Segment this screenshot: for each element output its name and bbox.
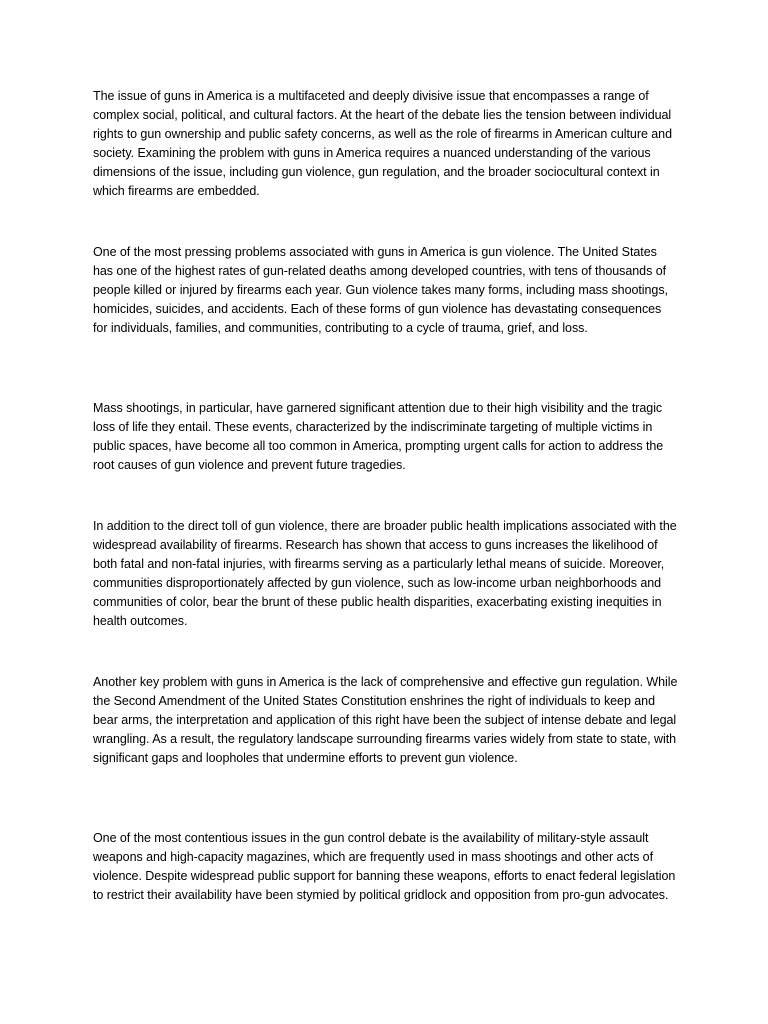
paragraph-mass-shootings: Mass shootings, in particular, have garnered significant attention due to their high visibility and the tragic loss of life they entail. These events, characterized by the indiscriminate targeting of multiple victims in public spaces, have become all too common in America, prompting urgent calls for action to address the root causes of gun violence and prevent future tragedies. [93, 401, 664, 472]
paragraph-assault-weapons: One of the most contentious issues in the gun control debate is the availability of military-style assault weapons and high-capacity magazines, which are frequently used in mass shootings and other acts of violence. Despite widespread public support for banning these weapons, efforts to enact federal legislation to restrict their availability have been stymied by political gridlock and opposition from pro-gun advocates. [93, 831, 676, 902]
paragraph-gun-violence: One of the most pressing problems associated with guns in America is gun violence. The United States has one of the highest rates of gun-related deaths among developed countries, with tens of thousands of people killed or injured by firearms each year. Gun violence takes many forms, including mass shootings, homicides, suicides, and accidents. Each of these forms of gun violence has devastating consequences for individuals, families, and communities, contributing to a cycle of trauma, grief, and loss. [93, 245, 668, 335]
paragraph-regulation: Another key problem with guns in America is the lack of comprehensive and effective gun regulation. While the Second Amendment of the United States Constitution enshrines the right of individuals to keep and bear arms, the interpretation and application of this right have been the subject of intense debate and legal wrangling. As a result, the regulatory landscape surrounding firearms varies widely from state to state, with significant gaps and loopholes that undermine efforts to prevent gun violence. [93, 675, 678, 765]
paragraph-public-health: In addition to the direct toll of gun violence, there are broader public health implications associated with the widespread availability of firearms. Research has shown that access to guns increases the likelihood of both fatal and non-fatal injuries, with firearms serving as a particularly lethal means of suicide. Moreover, communities disproportionately affected by gun violence, such as low-income urban neighborhoods and communities of color, bear the brunt of these public health disparities, exacerbating existing inequities in health outcomes. [93, 519, 677, 628]
paragraph-intro: The issue of guns in America is a multifaceted and deeply divisive issue that encompasses a range of complex social, political, and cultural factors. At the heart of the debate lies the tension between individual rights to gun ownership and public safety concerns, as well as the role of firearms in American culture and society. Examining the problem with guns in America requires a nuanced understanding of the various dimensions of the issue, including gun violence, gun regulation, and the broader sociocultural context in which firearms are embedded. [93, 89, 672, 198]
